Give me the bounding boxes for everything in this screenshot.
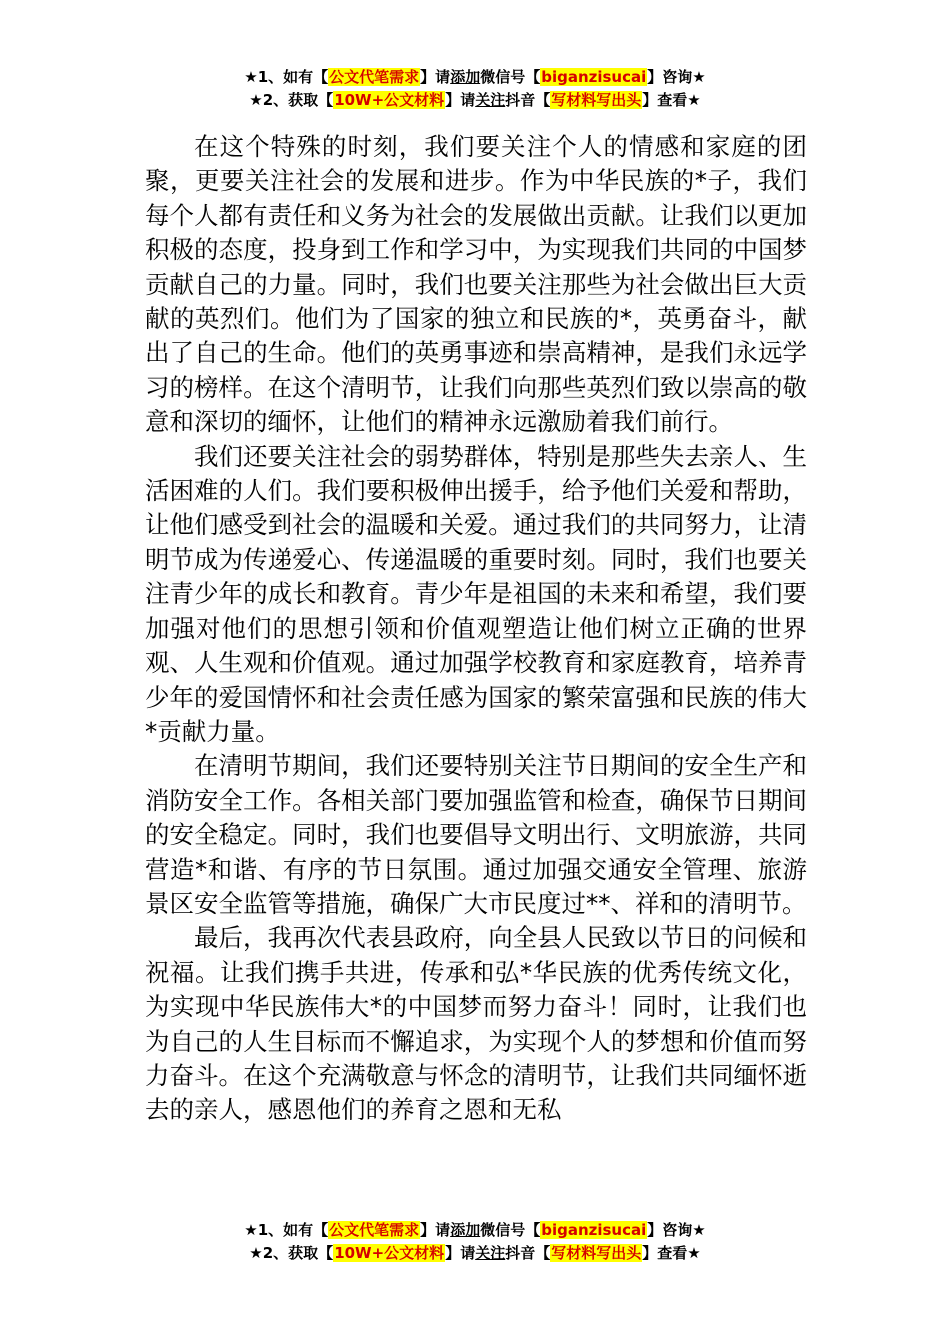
- highlight-materials: 10W+公文材料: [334, 1244, 445, 1262]
- paragraph: 我们还要关注社会的弱势群体，特别是那些失去亲人、生活困难的人们。我们要积极伸出援手，给予他们关爱和帮助，让他们感受到社会的温暖和关爱。通过我们的共同努力，让清明节成为传递爱心、传递温暖的重要时刻。同时，我们也要关注青少年的成长和教育。青少年是祖国的未来和希望，我们要加强对他们的思想引领和价值观塑造让他们树立正确的世界观、人生观和价值观。通过加强学校教育和家庭教育，培养青少年的爱国情怀和社会责任感为国家的繁荣富强和民族的伟大*贡献力量。: [145, 441, 807, 746]
- paragraph: 在这个特殊的时刻，我们要关注个人的情感和家庭的团聚，更要关注社会的发展和进步。作为中华民族的*子，我们每个人都有责任和义务为社会的发展做出贡献。让我们以更加积极的态度，投身到工作和学习中，为实现我们共同的中国梦贡献自己的力量。同时，我们也要关注那些为社会做出巨大贡献的英烈们。他们为了国家的独立和民族的*，英勇奋斗，献出了自己的生命。他们的英勇事迹和崇高精神，是我们永远学习的榜样。在这个清明节，让我们向那些英烈们致以崇高的敬意和深切的缅怀，让他们的精神永远激励着我们前行。: [145, 132, 807, 437]
- highlight-service: 公文代笔需求: [329, 68, 420, 86]
- banner-line-1: ★1、如有【公文代笔需求】请添加微信号【biganzisucai】咨询★: [244, 68, 706, 86]
- highlight-service: 公文代笔需求: [329, 1221, 420, 1239]
- highlight-douyin-account: 写材料写出头: [551, 91, 642, 109]
- footer-banner: [0, 1219, 950, 1265]
- paragraph: 最后，我再次代表县政府，向全县人民致以节日的问候和祝福。让我们携手共进，传承和弘*华民族的优秀传统文化，为实现中华民族伟大*的中国梦而努力奋斗！同时，让我们也为自己的人生目标而不懈追求，为实现个人的梦想和价值而努力奋斗。在这个充满敬意与怀念的清明节，让我们共同缅怀逝去的亲人，感恩他们的养育之恩和无私: [145, 923, 807, 1125]
- banner-line-1: ★1、如有【公文代笔需求】请添加微信号【biganzisucai】咨询★: [244, 1221, 706, 1239]
- banner-line-2: ★2、获取【10W+公文材料】请关注抖音【写材料写出头】查看★: [249, 91, 701, 109]
- paragraph: 在清明节期间，我们还要特别关注节日期间的安全生产和消防安全工作。各相关部门要加强监管和检查，确保节日期间的安全稳定。同时，我们也要倡导文明出行、文明旅游，共同营造*和谐、有序的节日氛围。通过加强交通安全管理、旅游景区安全监管等措施，确保广大市民度过**、祥和的清明节。: [145, 751, 807, 918]
- highlight-wechat-id: biganzisucai: [541, 68, 647, 86]
- document-body: [145, 130, 807, 1128]
- highlight-materials: 10W+公文材料: [334, 91, 445, 109]
- header-banner: [0, 66, 950, 112]
- banner-line-2: ★2、获取【10W+公文材料】请关注抖音【写材料写出头】查看★: [249, 1244, 701, 1262]
- highlight-wechat-id: biganzisucai: [541, 1221, 647, 1239]
- highlight-douyin-account: 写材料写出头: [551, 1244, 642, 1262]
